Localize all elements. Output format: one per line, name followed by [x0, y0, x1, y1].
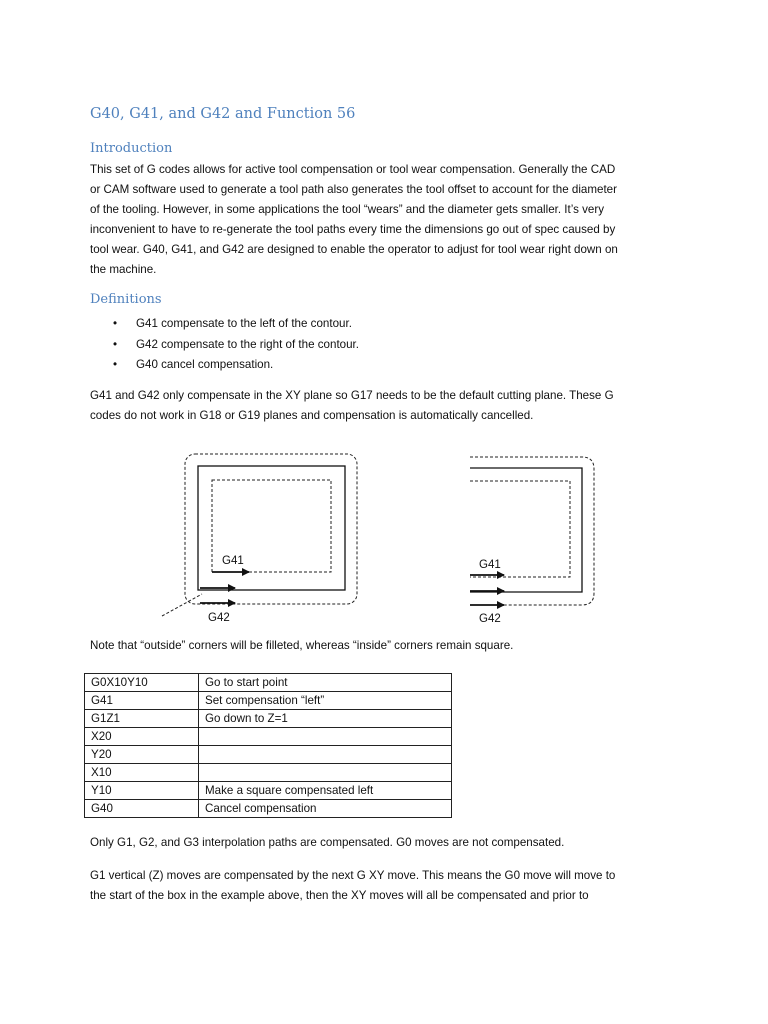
definition-item-g40: • G40 cancel compensation.: [110, 355, 359, 376]
gcode-cell: G41: [85, 692, 199, 710]
g42-label: G42: [208, 612, 230, 624]
paragraph-line: G41 and G42 only compensate in the XY plane so G17 needs to be the default cutting plane. These G: [90, 389, 614, 402]
gcode-cell: Y20: [85, 746, 199, 764]
gcode-table-body: [85, 674, 452, 818]
gcode-cell: X20: [85, 728, 199, 746]
definition-item-g42: • G42 compensate to the right of the contour.: [110, 335, 359, 356]
definition-item-g41: • G41 compensate to the left of the contour.: [110, 314, 359, 335]
description-cell: [199, 728, 452, 746]
gcode-cell: Y10: [85, 782, 199, 800]
table-row: [85, 800, 452, 818]
page-title: G40, G41, and G42 and Function 56: [90, 106, 356, 122]
description-cell: [199, 764, 452, 782]
paragraph-line: Only G1, G2, and G3 interpolation paths are compensated. G0 moves are not compensated.: [90, 836, 565, 849]
table-row: [85, 674, 452, 692]
gcode-cell: G40: [85, 800, 199, 818]
corner-note-paragraph: [90, 636, 680, 656]
definitions-heading: Definitions: [90, 292, 162, 307]
gcode-cell: G0X10Y10: [85, 674, 199, 692]
paragraph-line: This set of G codes allows for active tool compensation or tool wear compensation. Generally the CAD: [90, 163, 616, 176]
paragraph-line: the machine.: [90, 263, 157, 276]
gcode-cell: G1Z1: [85, 710, 199, 728]
outer-offset-path: [470, 457, 594, 605]
table-row: [85, 728, 452, 746]
paragraph-line: the start of the box in the example above, then the XY moves will all be compensated and prior to: [90, 889, 589, 902]
description-cell: Cancel compensation: [199, 800, 452, 818]
paragraph-line: of the tooling. However, in some applications the tool “wears” and the diameter gets smaller. It’s very: [90, 203, 605, 216]
g41-label: G41: [222, 555, 244, 567]
g42-label: G42: [479, 613, 501, 625]
table-row: [85, 764, 452, 782]
table-row: [85, 782, 452, 800]
table-row: [85, 692, 452, 710]
gcode-table: [84, 673, 452, 818]
paragraph-line: Note that “outside” corners will be filleted, whereas “inside” corners remain square.: [90, 639, 514, 652]
description-cell: Go down to Z=1: [199, 710, 452, 728]
compensation-diagram: [150, 448, 610, 630]
paragraph-line: G1 vertical (Z) moves are compensated by the next G XY move. This means the G0 move will move to: [90, 869, 616, 882]
description-cell: Go to start point: [199, 674, 452, 692]
description-cell: Make a square compensated left: [199, 782, 452, 800]
paragraph-line: or CAM software used to generate a tool path also generates the tool offset to account for the diameter: [90, 183, 617, 196]
definitions-list: [110, 314, 359, 376]
introduction-paragraph: [90, 160, 680, 280]
g41-label: G41: [479, 559, 501, 571]
plane-note-paragraph: [90, 386, 680, 426]
paragraph-line: codes do not work in G18 or G19 planes and compensation is automatically cancelled.: [90, 409, 534, 422]
vertical-move-paragraph: [90, 866, 680, 906]
description-cell: Set compensation “left”: [199, 692, 452, 710]
part-contour: [470, 468, 582, 592]
gcode-cell: X10: [85, 764, 199, 782]
left-diagram: [162, 454, 357, 624]
description-cell: [199, 746, 452, 764]
lead-in-line: [162, 594, 202, 616]
table-row: [85, 746, 452, 764]
paragraph-line: inconvenient to have to re-generate the tool paths every time the dimensions go out of spec caused by: [90, 223, 616, 236]
right-diagram: [470, 457, 594, 625]
table-row: [85, 710, 452, 728]
interpolation-note-paragraph: [90, 833, 680, 853]
introduction-heading: Introduction: [90, 141, 173, 156]
paragraph-line: tool wear. G40, G41, and G42 are designed to enable the operator to adjust for tool wear right down on: [90, 243, 618, 256]
